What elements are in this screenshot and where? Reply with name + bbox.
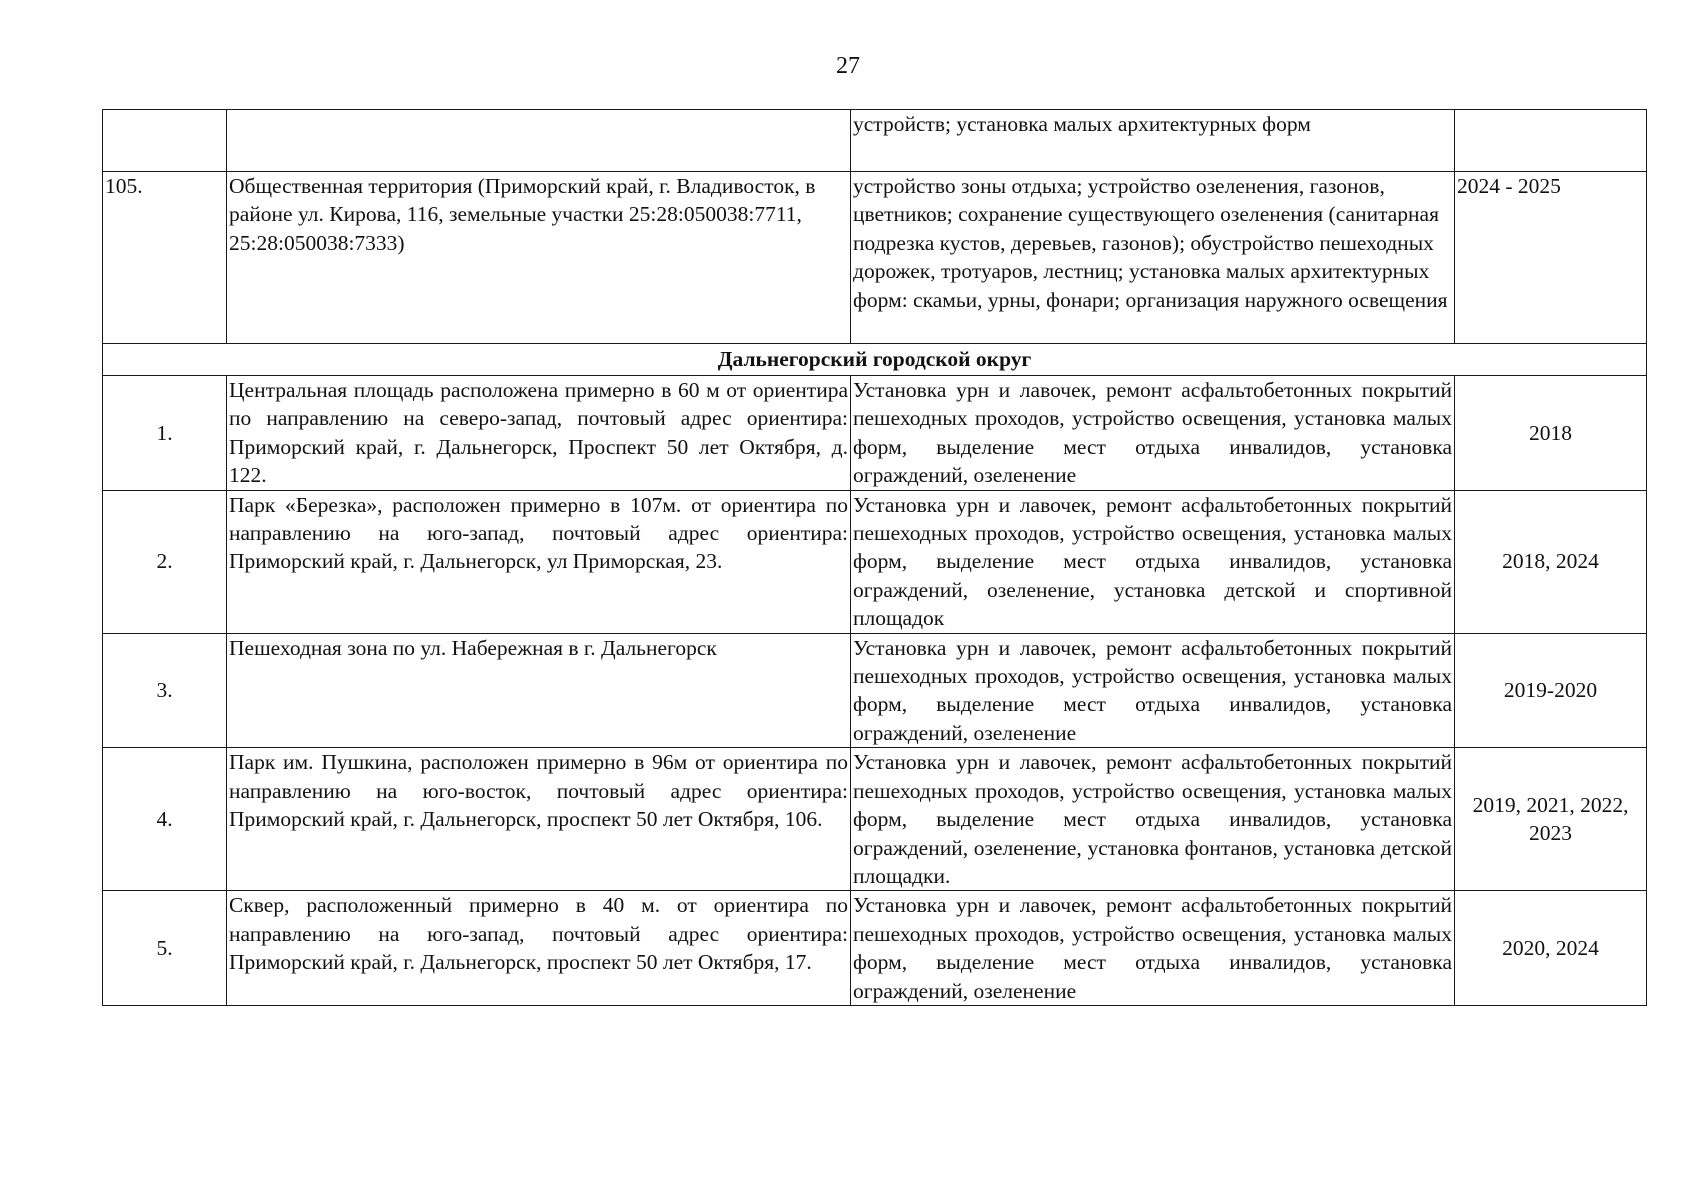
- page-number: 27: [836, 53, 860, 79]
- territory-name-cell: Пешеходная зона по ул. Набережная в г. Дальнегорск: [227, 633, 851, 748]
- works-cell: Установка урн и лавочек, ремонт асфальтобетонных покрытий пешеходных проходов, устройство освещения, установка малых форм, выделение мест отдыха инвалидов, установка ограждений, озеленение: [851, 376, 1455, 491]
- works-cell: устройств; установка малых архитектурных форм: [851, 110, 1455, 172]
- table-row-continued: [103, 110, 1647, 172]
- territory-name-cell: Парк «Березка», расположен примерно в 107м. от ориентира по направлению на юго-запад, почтовый адрес ориентира: Приморский край, г. Дальнегорск, ул Приморская, 23.: [227, 490, 851, 633]
- years-cell: [1455, 110, 1647, 172]
- row-number-cell: 105.: [103, 172, 227, 344]
- works-cell: Установка урн и лавочек, ремонт асфальтобетонных покрытий пешеходных проходов, устройство освещения, установка малых форм, выделение мест отдыха инвалидов, установка ограждений, озеленение, установка детской и спортивной площадок: [851, 490, 1455, 633]
- works-cell: устройство зоны отдыха; устройство озеленения, газонов, цветников; сохранение существующего озеленения (санитарная подрезка кустов, деревьев, газонов); обустройство пешеходных дорожек, тротуаров, лестниц; установка малых архитектурных форм: скамьи, урны, фонари; организация наружного освещения: [851, 172, 1455, 344]
- row-number-cell: 1.: [103, 376, 227, 491]
- years-cell: 2018, 2024: [1455, 490, 1647, 633]
- improvement-table: [102, 109, 1647, 1006]
- table-row: [103, 633, 1647, 748]
- years-cell: 2019-2020: [1455, 633, 1647, 748]
- row-number-cell: 2.: [103, 490, 227, 633]
- years-cell: 2024 - 2025: [1455, 172, 1647, 344]
- table-row-105: [103, 172, 1647, 344]
- row-number-cell: 5.: [103, 891, 227, 1006]
- row-number-cell: 3.: [103, 633, 227, 748]
- works-cell: Установка урн и лавочек, ремонт асфальтобетонных покрытий пешеходных проходов, устройство освещения, установка малых форм, выделение мест отдыха инвалидов, установка ограждений, озеленение: [851, 633, 1455, 748]
- territory-name-cell: Сквер, расположенный примерно в 40 м. от ориентира по направлению на юго-запад, почтовый адрес ориентира: Приморский край, г. Дальнегорск, проспект 50 лет Октября, 17.: [227, 891, 851, 1006]
- row-number-cell: [103, 110, 227, 172]
- territory-name-cell: [227, 110, 851, 172]
- works-cell: Установка урн и лавочек, ремонт асфальтобетонных покрытий пешеходных проходов, устройство освещения, установка малых форм, выделение мест отдыха инвалидов, установка ограждений, озеленение, установка фонтанов, установка детской площадки.: [851, 748, 1455, 891]
- works-cell: Установка урн и лавочек, ремонт асфальтобетонных покрытий пешеходных проходов, устройство освещения, установка малых форм, выделение мест отдыха инвалидов, установка ограждений, озеленение: [851, 891, 1455, 1006]
- section-header-row: [103, 344, 1647, 376]
- years-cell: 2018: [1455, 376, 1647, 491]
- years-cell: 2020, 2024: [1455, 891, 1647, 1006]
- table-row: [103, 748, 1647, 891]
- territory-name-cell: Парк им. Пушкина, расположен примерно в 96м от ориентира по направлению на юго-восток, почтовый адрес ориентира: Приморский край, г. Дальнегорск, проспект 50 лет Октября, 106.: [227, 748, 851, 891]
- territory-name-cell: Общественная территория (Приморский край, г. Владивосток, в районе ул. Кирова, 116, земельные участки 25:28:050038:7711, 25:28:050038:7333): [227, 172, 851, 344]
- years-cell: 2019, 2021, 2022, 2023: [1455, 748, 1647, 891]
- table-row: [103, 490, 1647, 633]
- row-number-cell: 4.: [103, 748, 227, 891]
- table-row: [103, 891, 1647, 1006]
- section-title: Дальнегорский городской округ: [103, 344, 1647, 376]
- territory-name-cell: Центральная площадь расположена примерно в 60 м от ориентира по направлению на северо-запад, почтовый адрес ориентира: Приморский край, г. Дальнегорск, Проспект 50 лет Октября, д. 122.: [227, 376, 851, 491]
- table-row: [103, 376, 1647, 491]
